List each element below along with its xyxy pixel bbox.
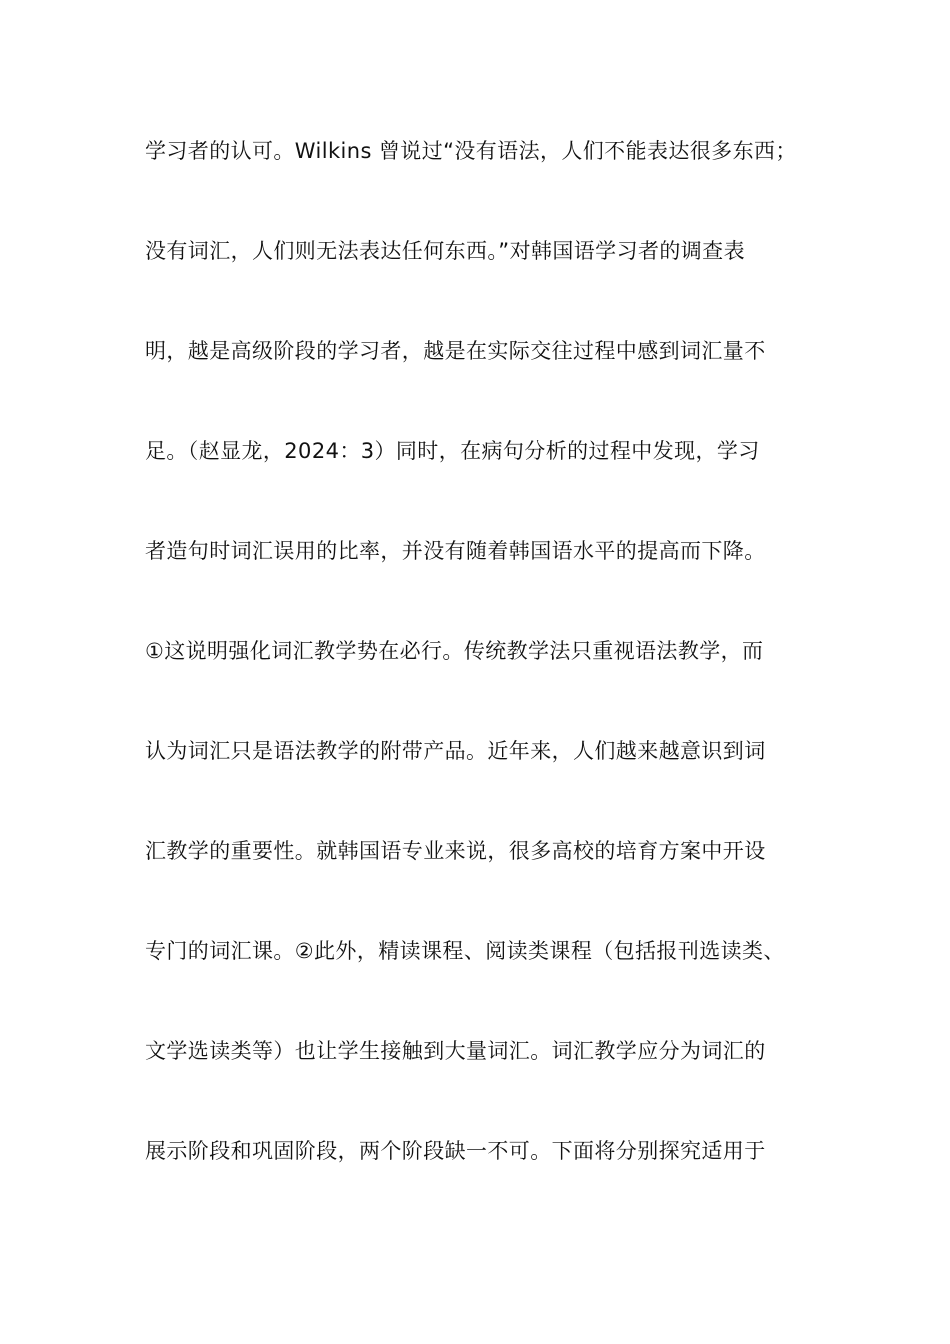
text-line-4: 足。（赵显龙，2024：3）同时，在病句分析的过程中发现，学习 — [145, 439, 760, 463]
text-line-1: 学习者的认可。Wilkins 曾说过“没有语法，人们不能表达很多东西； — [145, 139, 797, 163]
text-line-3: 明，越是高级阶段的学习者，越是在实际交往过程中感到词汇量不 — [145, 339, 766, 363]
text-line-9: 专门的词汇课。②此外，精读课程、阅读类课程（包括报刊选读类、 — [145, 939, 785, 963]
text-line-2: 没有词汇，人们则无法表达任何东西。”对韩国语学习者的调查表 — [145, 239, 745, 263]
text-line-10: 文学选读类等）也让学生接触到大量词汇。词汇教学应分为词汇的 — [145, 1039, 766, 1063]
text-line-8: 汇教学的重要性。就韩国语专业来说，很多高校的培育方案中开设 — [145, 839, 766, 863]
body-text — [145, 125, 825, 1225]
text-line-6: ①这说明强化词汇教学势在必行。传统教学法只重视语法教学，而 — [145, 639, 764, 663]
text-line-5: 者造句时词汇误用的比率，并没有随着韩国语水平的提高而下降。 — [145, 539, 766, 563]
text-line-7: 认为词汇只是语法教学的附带产品。近年来，人们越来越意识到词 — [145, 739, 766, 763]
text-line-11: 展示阶段和巩固阶段，两个阶段缺一不可。下面将分别探究适用于 — [145, 1139, 766, 1163]
